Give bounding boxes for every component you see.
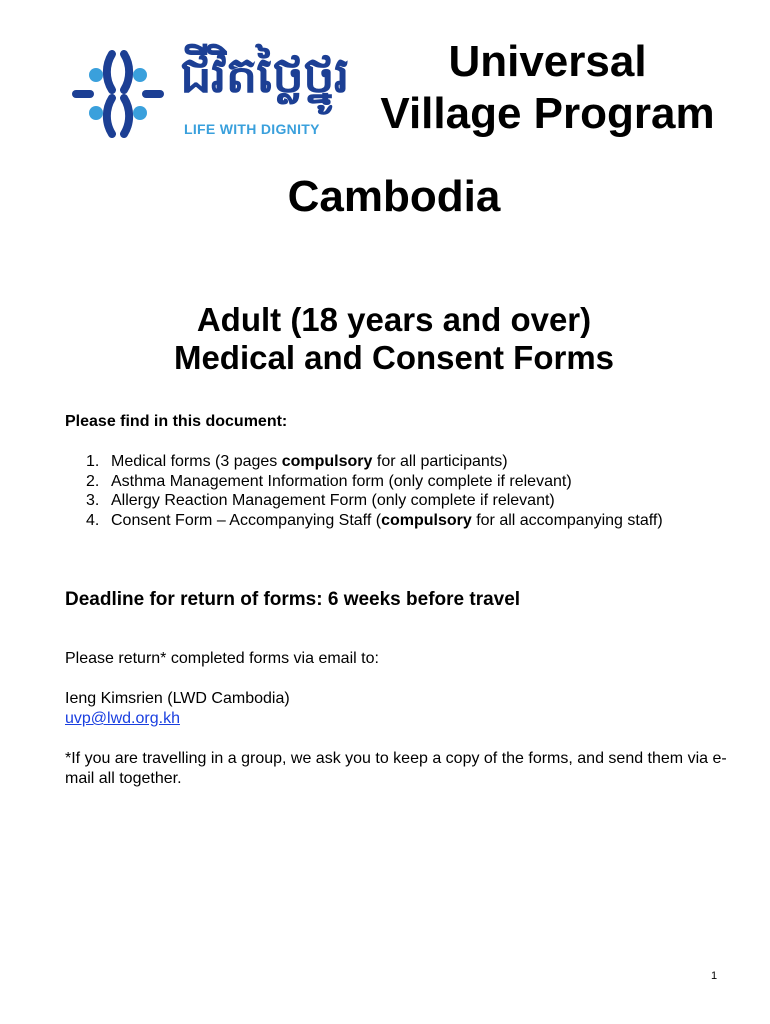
program-title-line1: Universal [448, 37, 647, 86]
program-title [365, 36, 730, 140]
contact-email-link[interactable]: uvp@lwd.org.kh [65, 710, 180, 727]
return-instructions: Please return* completed forms via email to: [65, 650, 379, 667]
page-number: 1 [711, 970, 718, 982]
list-item-text: Allergy Reaction Management Form (only complete if relevant) [111, 492, 555, 509]
list-item-text: Asthma Management Information form (only complete if relevant) [111, 472, 572, 490]
program-title-line2: Village Program [380, 89, 715, 138]
lwd-logo-symbol-icon [72, 48, 164, 140]
list-item-number: 2. [86, 472, 100, 490]
logo-tagline: LIFE WITH DIGNITY [184, 121, 320, 137]
contents-intro: Please find in this document: [65, 413, 288, 430]
list-item-text-end: for all participants) [372, 453, 508, 470]
lwd-logo [72, 42, 362, 142]
list-item-text: Medical forms (3 pages [111, 453, 282, 470]
list-item-number: 4. [86, 511, 100, 529]
list-item [86, 511, 706, 531]
contact-name: Ieng Kimsrien (LWD Cambodia) [65, 690, 290, 707]
list-item-emphasis: compulsory [281, 453, 373, 470]
list-item-number: 1. [86, 453, 100, 470]
list-item-text: Consent Form – Accompanying Staff ( [111, 511, 382, 529]
list-item-emphasis: compulsory [381, 511, 472, 529]
group-travel-footnote: *If you are travelling in a group, we ask you to keep a copy of the forms, and send them via e-mail all together. [65, 750, 727, 787]
list-item [86, 472, 706, 492]
list-item-number: 3. [86, 492, 100, 509]
list-item-text-end: for all accompanying staff) [471, 511, 663, 529]
country-title: Cambodia [287, 172, 501, 221]
list-item [86, 452, 706, 472]
subtitle-line2: Medical and Consent Forms [173, 339, 615, 376]
document-subtitle [0, 301, 770, 377]
subtitle-line1: Adult (18 years and over) [196, 301, 592, 338]
list-item [86, 491, 706, 511]
logo-khmer-wordmark: ជីវិតថ្លៃថ្នូរ [180, 46, 349, 104]
deadline-heading: Deadline for return of forms: 6 weeks before travel [65, 589, 521, 610]
contents-list [86, 452, 706, 530]
